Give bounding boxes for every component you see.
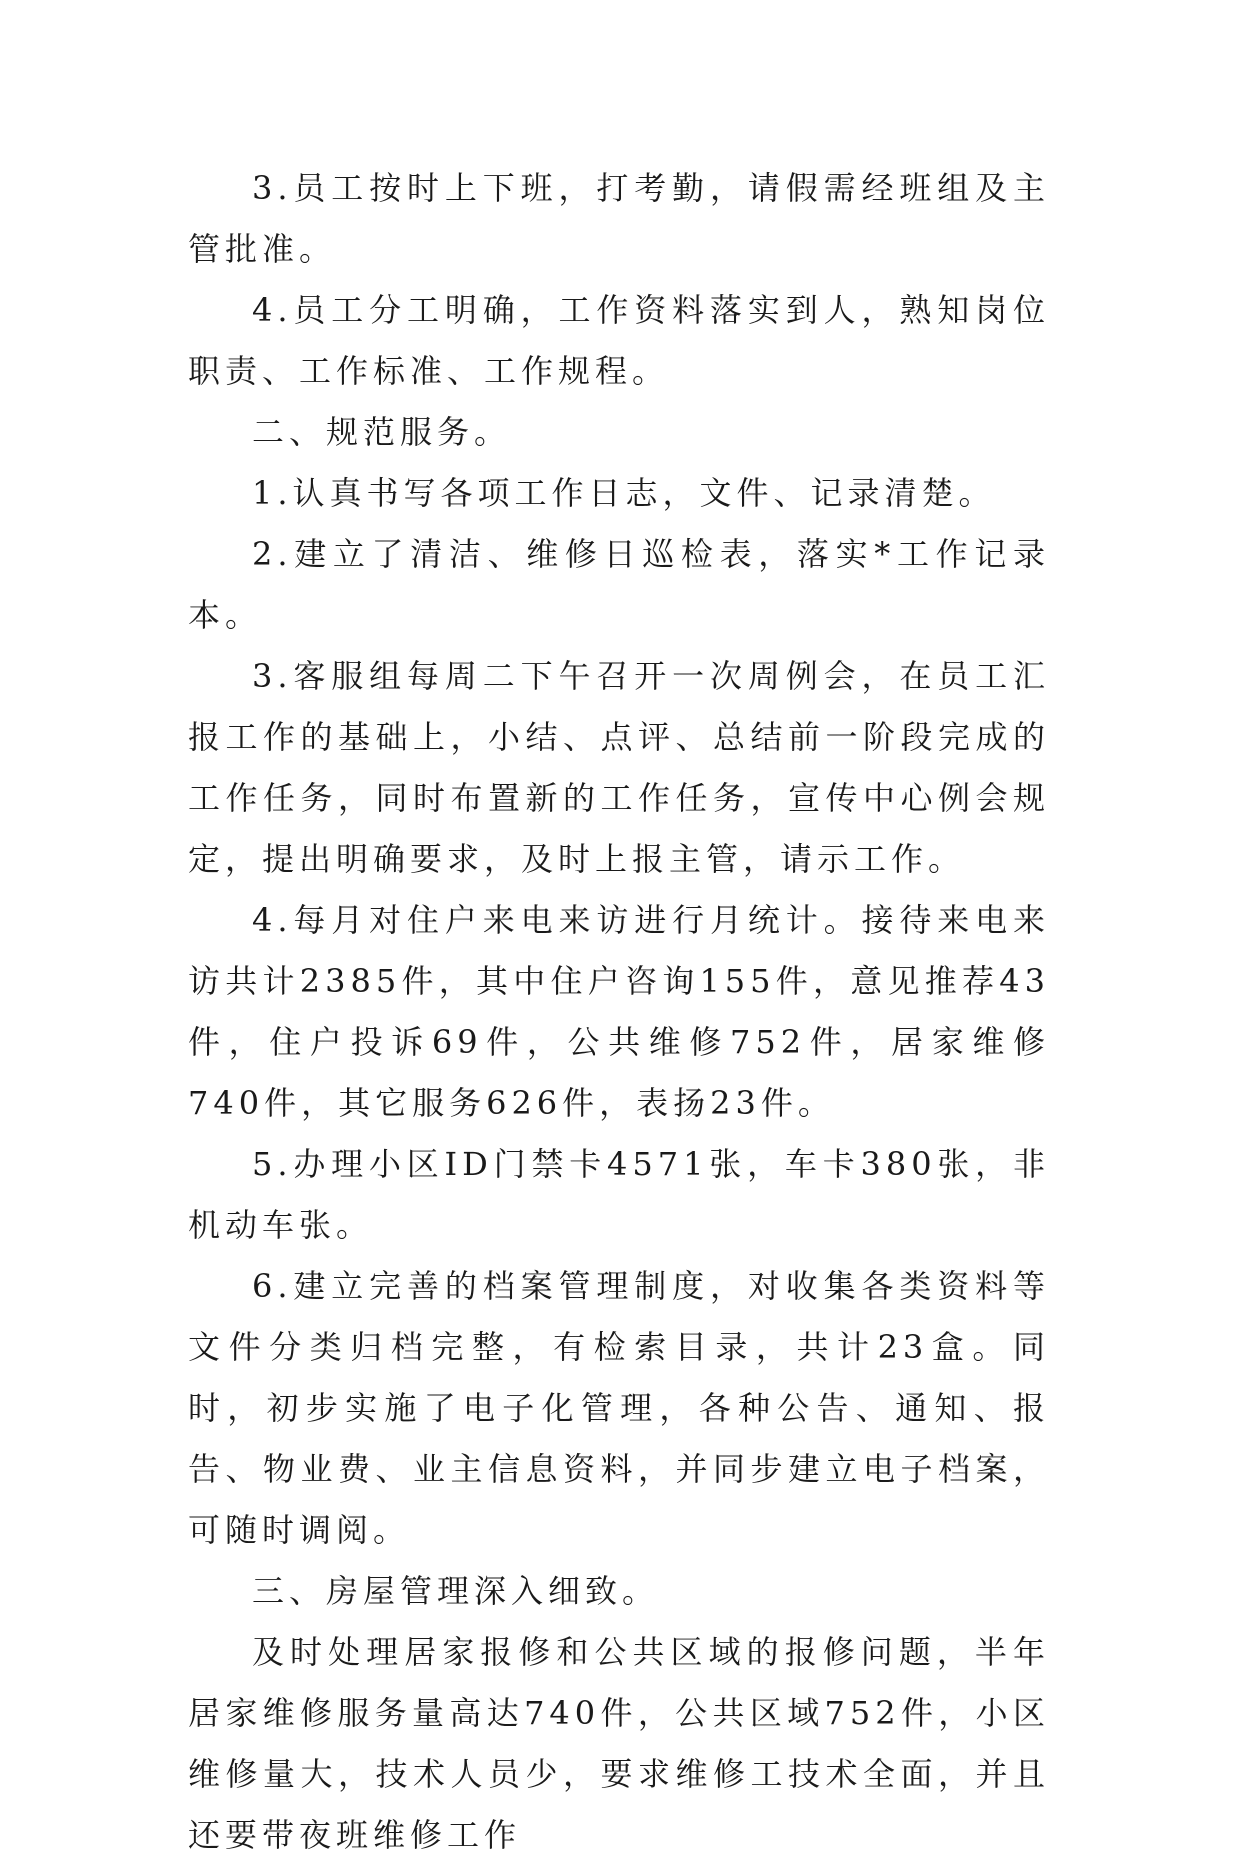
paragraph-archive-management: 6.建立完善的档案管理制度，对收集各类资料等文件分类归档完整，有检索目录，共计23盒。同时，初步实施了电子化管理，各种公告、通知、报告、物业费、业主信息资料，并同步建立电子档案，可随时调阅。 [188,1267,1050,1549]
paragraph-repairs: 及时处理居家报修和公共区域的报修问题，半年居家维修服务量高达740件，公共区域752件，小区维修量大，技术人员少，要求维修工技术全面，并且还要带夜班维修工作 [188,1633,1050,1854]
paragraph-inspection-tables: 2.建立了清洁、维修日巡检表，落实*工作记录本。 [188,535,1050,634]
section-heading-housing: 三、房屋管理深入细致。 [252,1572,660,1610]
paragraph-work-logs: 1.认真书写各项工作日志，文件、记录清楚。 [252,474,996,512]
paragraph-staff-division: 4.员工分工明确，工作资料落实到人，熟知岗位职责、工作标准、工作规程。 [188,291,1050,390]
paragraph-monthly-statistics: 4.每月对住户来电来访进行月统计。接待来电来访共计2385件，其中住户咨询155件，意见推荐43件，住户投诉69件，公共维修752件，居家维修740件，其它服务626件，表扬23件。 [188,901,1050,1122]
section-heading-service: 二、规范服务。 [252,413,512,451]
document-body [188,158,1050,1866]
paragraph-staff-attendance: 3.员工按时上下班，打考勤，请假需经班组及主管批准。 [188,169,1050,268]
paragraph-weekly-meeting: 3.客服组每周二下午召开一次周例会，在员工汇报工作的基础上，小结、点评、总结前一阶段完成的工作任务，同时布置新的工作任务，宣传中心例会规定，提出明确要求，及时上报主管，请示工作。 [188,657,1050,878]
paragraph-access-cards: 5.办理小区ID门禁卡4571张，车卡380张，非机动车张。 [188,1145,1050,1244]
